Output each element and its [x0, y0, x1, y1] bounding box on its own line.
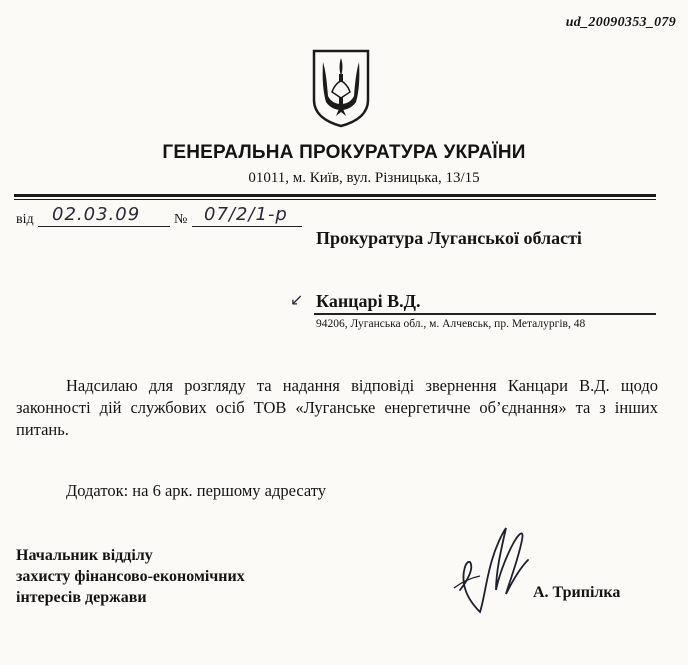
letterhead-divider-thin: [14, 199, 656, 200]
body-paragraph: [16, 375, 658, 441]
primary-recipient: Прокуратура Луганської області: [316, 228, 582, 248]
letterhead-divider: [14, 194, 656, 197]
number-underline: [192, 226, 302, 227]
signer-title: [16, 545, 245, 608]
organization-name: ГЕНЕРАЛЬНА ПРОКУРАТУРА УКРАЇНИ: [162, 142, 526, 163]
number-label: №: [174, 212, 188, 227]
secondary-recipient: Канцарі В.Д.: [316, 291, 421, 311]
handwritten-mark: ↙: [290, 290, 305, 309]
organization-address: 01011, м. Київ, вул. Різницька, 13/15: [248, 170, 480, 186]
date-value: 02.03.09: [52, 204, 141, 225]
number-value: 07/2/1-р: [204, 204, 288, 225]
date-underline: [38, 226, 170, 227]
secondary-recipient-address: 94206, Луганська обл., м. Алчевськ, пр. Металургів, 48: [316, 318, 586, 330]
signer-title-line: захисту фінансово-економічних: [16, 568, 245, 585]
attachment-note: Додаток: на 6 арк. першому адресату: [66, 481, 327, 500]
trident-coat-of-arms-icon: [310, 48, 372, 128]
document-id: ud_20090353_079: [565, 15, 676, 30]
recipient-underline: [314, 313, 656, 315]
body-paragraph-text: Надсилаю для розгляду та надання відповіді звернення Канцари В.Д. щодо законності дій службових осіб ТОВ «Луганське енергетичне об’єднання» та з інших питань.: [16, 376, 658, 439]
date-label: від: [16, 212, 34, 227]
handwritten-signature: [440, 520, 550, 620]
signer-title-line: Начальник відділу: [16, 547, 153, 564]
signer-title-line: інтересів держави: [16, 589, 147, 606]
signer-name: А. Трипілка: [533, 584, 621, 601]
